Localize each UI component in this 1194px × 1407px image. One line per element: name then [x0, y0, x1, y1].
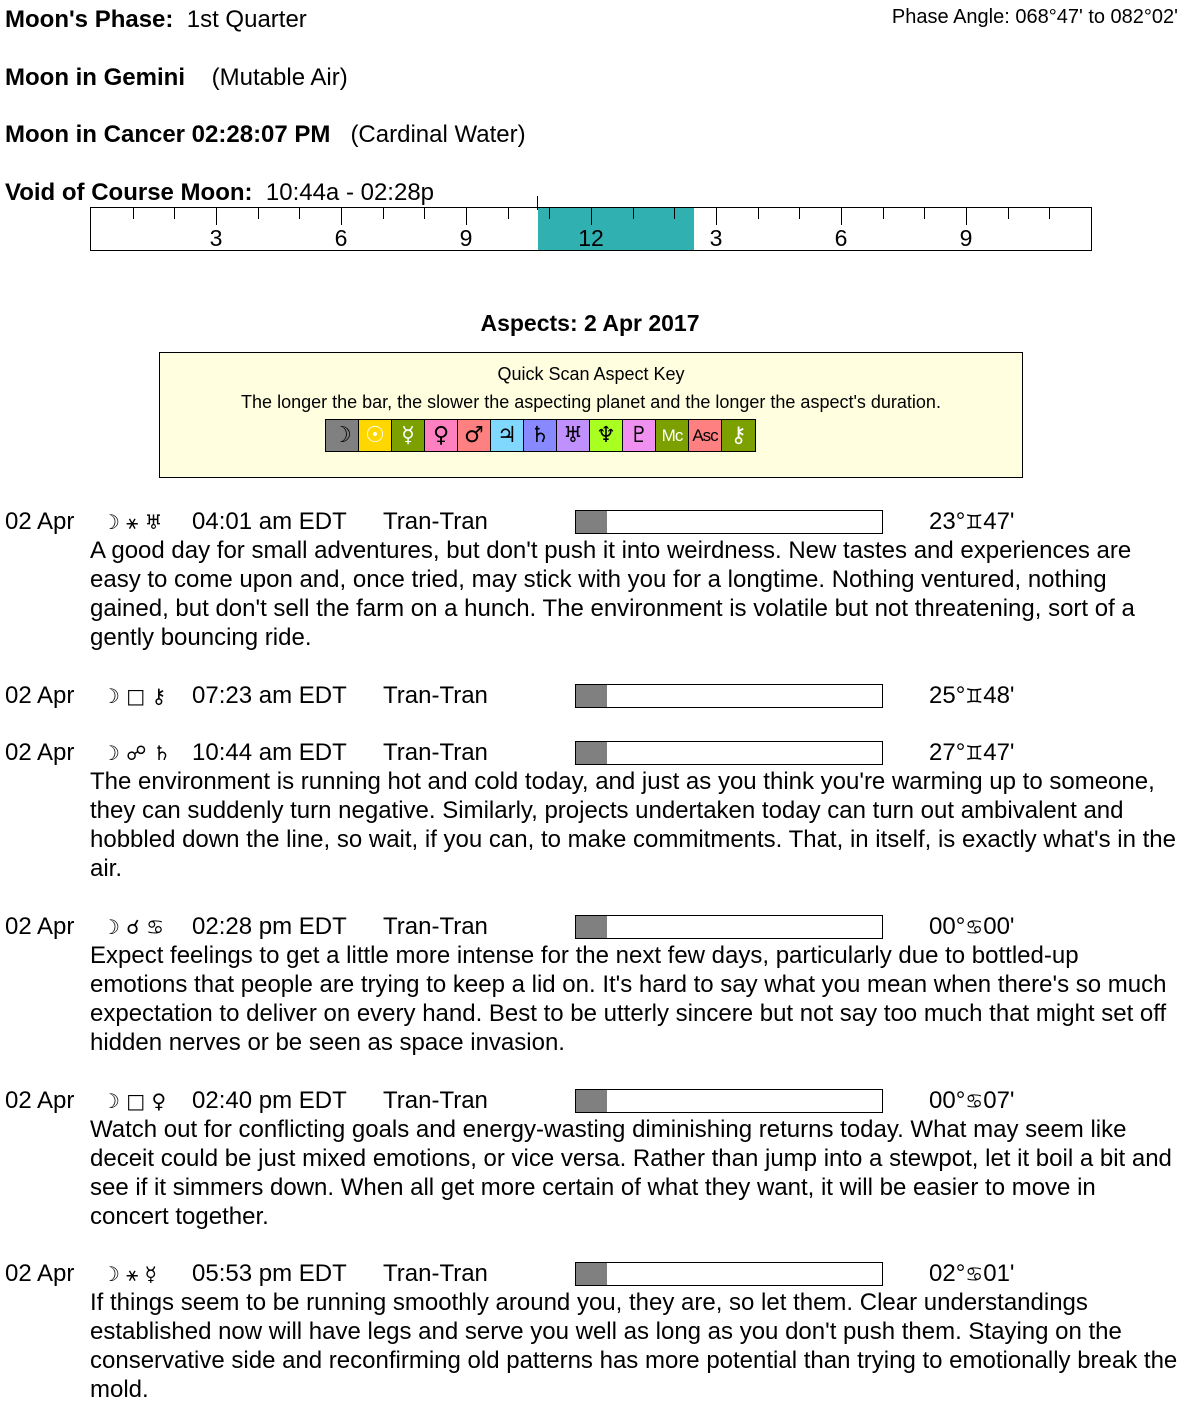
uranus-key-icon: ♅	[557, 420, 590, 451]
hour-tick	[799, 208, 800, 219]
aspects-title: Aspects: 2 Apr 2017	[480, 310, 700, 336]
aspect-type: Tran-Tran	[383, 739, 488, 766]
aspect-interpretation: A good day for small adventures, but don't push it into weirdness. New tastes and experiences are easy to come upon and, once tried, may stick with you for a longtime. Nothing ventured, nothing gained, but don't sell the farm on a hunch. The environment is volatile but not threatening, sort of a gently bouncing ride.	[90, 537, 1135, 651]
aspect-interpretation: Expect feelings to get a little more intense for the next few days, particularly due to bottled-up emotions that people are trying to keep a lid on. It's hard to say what you mean when there's so much expectation to deliver on every hand. Best to be utterly sincere but not say too much that might set off hidden nerves or be seen as space invasion.	[90, 942, 1167, 1056]
duration-bar	[575, 741, 883, 765]
hour-label: 9	[959, 225, 973, 251]
void-period-highlight	[538, 208, 694, 250]
mars-key-icon: ♂	[458, 420, 491, 451]
pluto-key-icon: ♇	[623, 420, 656, 451]
hour-tick	[341, 208, 342, 225]
duration-bar	[575, 1262, 883, 1286]
moon-sign-2-quality: (Cardinal Water)	[350, 121, 526, 148]
aspect-date: 02 Apr	[5, 913, 75, 940]
position-degrees: 27°	[929, 739, 966, 766]
moon-sign-row-2	[5, 121, 526, 149]
jupiter-key-icon: ♃	[491, 420, 524, 451]
sun-key-icon: ☉	[359, 420, 392, 451]
duration-bar-fill	[576, 1263, 607, 1285]
aspect-time: 10:44 am EDT	[192, 739, 347, 766]
aspect-position	[929, 1260, 1015, 1288]
aspect-time: 04:01 am EDT	[192, 508, 347, 535]
aspect-key-box	[159, 352, 1023, 478]
aspect-key-description: The longer the bar, the slower the aspecting planet and the longer the aspect's duration.	[241, 392, 941, 412]
moon-sign-1-quality: (Mutable Air)	[211, 64, 348, 91]
position-minutes: 47'	[983, 739, 1015, 766]
mercury-key-icon: ☿	[392, 420, 425, 451]
neptune-key-icon: ♆	[590, 420, 623, 451]
hour-tick	[216, 208, 217, 225]
hour-label: 6	[834, 225, 848, 251]
phase-angle: Phase Angle: 068°47' to 082°02'	[891, 6, 1178, 28]
zodiac-sign-icon: ♊	[965, 741, 984, 765]
hour-tick	[133, 208, 134, 219]
hour-tick	[508, 208, 509, 219]
aspect-glyphs-icon: ☽ □ ♀	[102, 1089, 167, 1113]
duration-bar-fill	[576, 685, 607, 707]
aspect-position	[929, 508, 1015, 536]
aspect-date: 02 Apr	[5, 508, 75, 535]
aspect-glyphs-icon: ☽ ☍ ♄	[102, 741, 171, 765]
chiron-key-icon: ⚷	[722, 420, 755, 451]
duration-bar	[575, 510, 883, 534]
hour-tick	[424, 208, 425, 219]
position-minutes: 48'	[983, 682, 1015, 709]
hour-tick	[383, 208, 384, 219]
position-degrees: 00°	[929, 913, 966, 940]
aspect-glyphs-icon: ☽ ⚹ ♅	[102, 510, 163, 534]
voc-value: 10:44a - 02:28p	[265, 179, 435, 206]
zodiac-sign-icon: ♋	[965, 1262, 984, 1286]
aspect-position	[929, 1087, 1015, 1115]
hour-tick	[924, 208, 925, 219]
hour-tick	[633, 208, 634, 219]
duration-bar	[575, 1089, 883, 1113]
aspect-interpretation: If things seem to be running smoothly around you, they are, so let them. Clear understandings established now will have legs and serve you well as long as you don't push them. Staying on the conservative side and reconfirming old patterns has more potential than trying to emotionally break the mold.	[90, 1289, 1178, 1403]
aspect-date: 02 Apr	[5, 739, 75, 766]
asc-key-icon: Asc	[689, 420, 722, 451]
hour-tick	[1008, 208, 1009, 219]
aspect-glyphs-icon: ☽ □ ⚷	[102, 684, 167, 708]
aspect-position	[929, 913, 1015, 941]
position-degrees: 23°	[929, 508, 966, 535]
aspect-date: 02 Apr	[5, 1087, 75, 1114]
hour-tick	[883, 208, 884, 219]
position-minutes: 01'	[983, 1260, 1015, 1287]
position-minutes: 00'	[983, 913, 1015, 940]
aspect-time: 02:28 pm EDT	[192, 913, 347, 940]
position-minutes: 07'	[983, 1087, 1015, 1114]
duration-bar-fill	[576, 742, 607, 764]
hour-label: 6	[334, 225, 348, 251]
zodiac-sign-icon: ♊	[965, 510, 984, 534]
hour-label: 3	[709, 225, 723, 251]
hour-tick	[549, 208, 550, 219]
hour-tick	[758, 208, 759, 219]
moon-sign-row-1	[5, 64, 348, 92]
aspect-time: 05:53 pm EDT	[192, 1260, 347, 1287]
position-degrees: 25°	[929, 682, 966, 709]
moon-phase-value: 1st Quarter	[186, 6, 307, 33]
void-of-course-row	[5, 179, 434, 207]
aspect-type: Tran-Tran	[383, 682, 488, 709]
aspect-type: Tran-Tran	[383, 508, 488, 535]
aspect-glyphs-icon: ☽ ⚹ ☿	[102, 1262, 157, 1286]
moon-phase-row	[5, 6, 307, 34]
hour-tick	[716, 208, 717, 225]
position-minutes: 47'	[983, 508, 1015, 535]
hour-tick	[299, 208, 300, 219]
saturn-key-icon: ♄	[524, 420, 557, 451]
hour-tick	[841, 208, 842, 225]
zodiac-sign-icon: ♋	[965, 915, 984, 939]
aspect-date: 02 Apr	[5, 1260, 75, 1287]
void-of-course-timeline	[90, 207, 1092, 251]
aspect-position	[929, 682, 1015, 710]
hour-label: 3	[209, 225, 223, 251]
aspect-type: Tran-Tran	[383, 913, 488, 940]
voc-label: Void of Course Moon:	[5, 179, 253, 206]
mc-key-icon: Mc	[656, 420, 689, 451]
duration-bar-fill	[576, 1090, 607, 1112]
aspect-type: Tran-Tran	[383, 1087, 488, 1114]
moon-sign-2-label: Moon in Cancer 02:28:07 PM	[5, 121, 331, 148]
planet-color-key	[325, 419, 756, 452]
aspect-interpretation: The environment is running hot and cold today, and just as you think you're warming up to someone, they can suddenly turn negative. Similarly, projects undertaken today can turn out ambivalent and hobbled down the line, so wait, if you can, to make commitments. That, in itself, is exactly what's in the air.	[90, 768, 1176, 882]
hour-label: 9	[459, 225, 473, 251]
hour-tick	[258, 208, 259, 219]
aspect-date: 02 Apr	[5, 682, 75, 709]
void-start-marker	[537, 196, 538, 210]
aspect-key-title: Quick Scan Aspect Key	[497, 364, 685, 384]
aspect-type: Tran-Tran	[383, 1260, 488, 1287]
hour-tick	[674, 208, 675, 219]
moon-sign-1-label: Moon in Gemini	[5, 64, 185, 91]
position-degrees: 00°	[929, 1087, 966, 1114]
zodiac-sign-icon: ♋	[965, 1089, 984, 1113]
aspect-position	[929, 739, 1015, 767]
zodiac-sign-icon: ♊	[965, 684, 984, 708]
hour-tick	[466, 208, 467, 225]
moon-key-icon: ☽	[326, 420, 359, 451]
moon-phase-label: Moon's Phase:	[5, 6, 174, 33]
aspect-glyphs-icon: ☽ ☌ ♋	[102, 915, 165, 939]
hour-tick	[966, 208, 967, 225]
venus-key-icon: ♀	[425, 420, 458, 451]
aspect-time: 02:40 pm EDT	[192, 1087, 347, 1114]
hour-tick	[591, 208, 592, 225]
aspect-time: 07:23 am EDT	[192, 682, 347, 709]
hour-tick	[174, 208, 175, 219]
hour-label: 12	[578, 225, 604, 251]
position-degrees: 02°	[929, 1260, 966, 1287]
duration-bar-fill	[576, 916, 607, 938]
aspect-interpretation: Watch out for conflicting goals and energy-wasting diminishing returns today. What may seem like deceit could be just mixed emotions, or vice versa. Rather than jump into a stewpot, let it boil a bit and see if it simmers down. When all get more certain of what they want, it will be easier to move in concert together.	[90, 1116, 1172, 1230]
duration-bar	[575, 915, 883, 939]
duration-bar-fill	[576, 511, 607, 533]
duration-bar	[575, 684, 883, 708]
hour-tick	[1049, 208, 1050, 219]
